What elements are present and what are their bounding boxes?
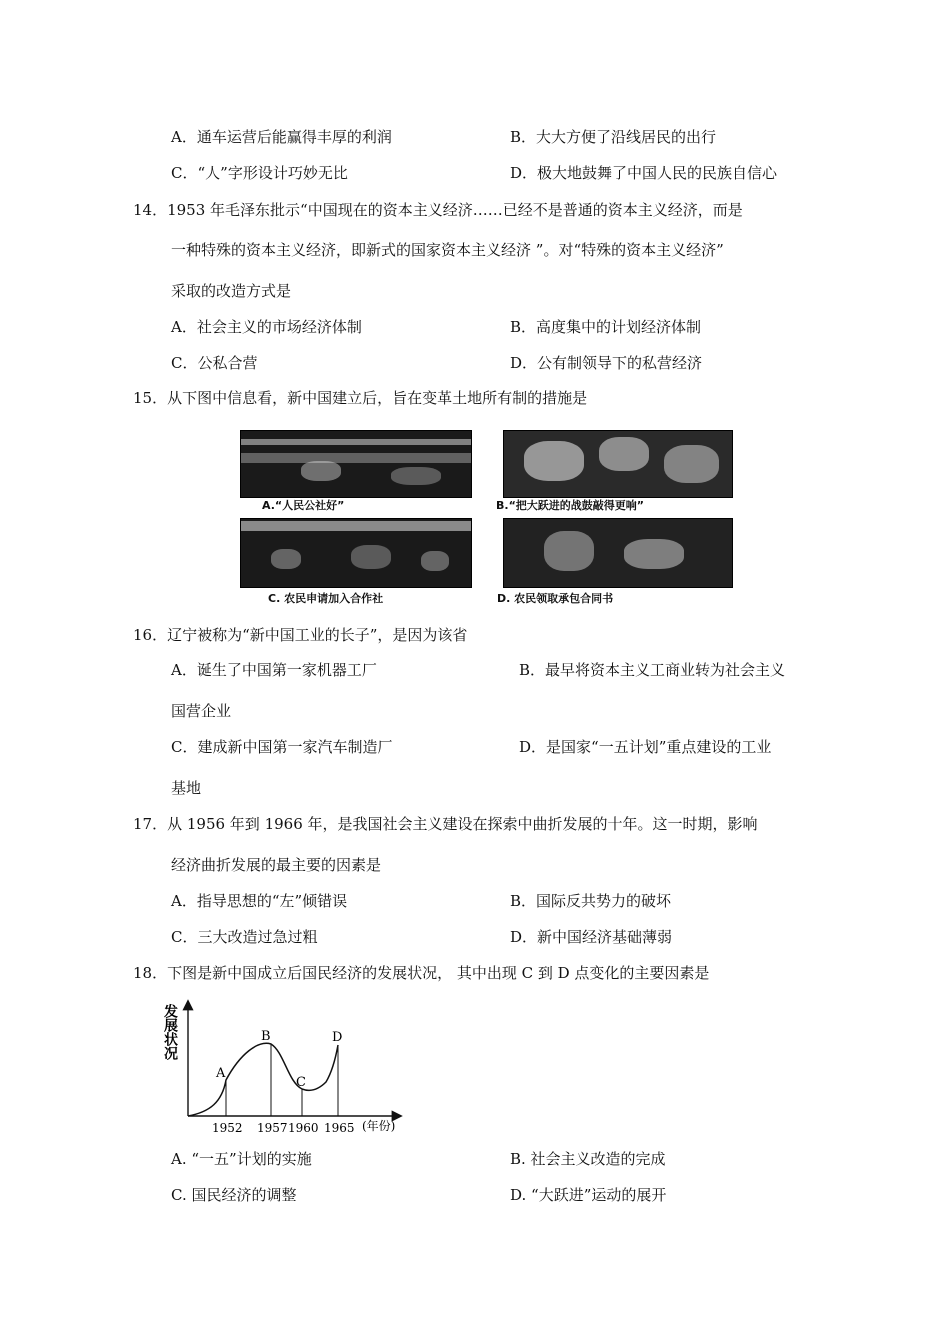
q14-stem-line1: 14．1953 年毛泽东批示“中国现在的资本主义经济……已经不是普通的资本主义经济，而是 bbox=[133, 201, 743, 219]
photo-a-caption: A.“人民公社好” bbox=[262, 499, 345, 512]
x-tick-1965: 1965 bbox=[324, 1121, 355, 1135]
q16-option-c: C．建成新中国第一家汽车制造厂 bbox=[171, 738, 393, 756]
photo-b bbox=[503, 430, 733, 498]
q16-option-d-line2: 基地 bbox=[171, 779, 202, 797]
q16-stem: 16．辽宁被称为“新中国工业的长子”，是因为该省 bbox=[133, 626, 468, 644]
photo-c-caption: C. 农民申请加入合作社 bbox=[268, 592, 384, 605]
q14-stem-line2: 一种特殊的资本主义经济，即新式的国家资本主义经济 ”。对“特殊的资本主义经济” bbox=[171, 241, 724, 259]
q16-option-b-line2: 国营企业 bbox=[171, 702, 232, 720]
q14-option-b: B．高度集中的计划经济体制 bbox=[510, 318, 702, 336]
q17-option-b: B．国际反共势力的破坏 bbox=[510, 892, 672, 910]
q17-stem-line1: 17．从 1956 年到 1966 年，是我国社会主义建设在探索中曲折发展的十年。这一时期，影响 bbox=[133, 815, 758, 833]
q13-option-b: B．大大方便了沿线居民的出行 bbox=[510, 128, 717, 146]
photo-d-caption: D. 农民领取承包合同书 bbox=[497, 592, 614, 605]
economy-curve bbox=[188, 1043, 338, 1116]
x-tick-1957: 1957 bbox=[257, 1121, 288, 1135]
q15-stem: 15．从下图中信息看，新中国建立后，旨在变革土地所有制的措施是 bbox=[133, 389, 588, 407]
q14-option-a: A．社会主义的市场经济体制 bbox=[171, 318, 362, 336]
y-axis-label: 发展状况 bbox=[162, 1004, 178, 1060]
q18-option-d: D. “大跃进”运动的展开 bbox=[510, 1186, 667, 1204]
q17-option-a: A．指导思想的“左”倾错误 bbox=[171, 892, 348, 910]
photo-a bbox=[240, 430, 472, 498]
q13-option-a: A．通车运营后能赢得丰厚的利润 bbox=[171, 128, 392, 146]
x-tick-1952: 1952 bbox=[212, 1121, 243, 1135]
q18-option-b: B. 社会主义改造的完成 bbox=[510, 1150, 666, 1168]
q13-option-c: C．“人”字形设计巧妙无比 bbox=[171, 164, 348, 182]
q18-option-a: A. “一五”计划的实施 bbox=[171, 1150, 312, 1168]
q18-option-c: C. 国民经济的调整 bbox=[171, 1186, 297, 1204]
q17-option-c: C．三大改造过急过粗 bbox=[171, 928, 318, 946]
point-label-d: D bbox=[332, 1030, 343, 1045]
q13-option-d: D．极大地鼓舞了中国人民的民族自信心 bbox=[510, 164, 778, 182]
point-label-a: A bbox=[216, 1066, 226, 1081]
q14-option-c: C．公私合营 bbox=[171, 354, 258, 372]
photo-b-caption: B.“把大跃进的战鼓敲得更响” bbox=[496, 499, 645, 512]
q14-stem-line3: 采取的改造方式是 bbox=[171, 282, 292, 300]
q18-stem: 18．下图是新中国成立后国民经济的发展状况， 其中出现 C 到 D 点变化的主要因素是 bbox=[133, 964, 710, 982]
q14-option-d: D．公有制领导下的私营经济 bbox=[510, 354, 703, 372]
photo-c bbox=[240, 518, 472, 588]
q16-option-a: A．诞生了中国第一家机器工厂 bbox=[171, 661, 377, 679]
x-tick-1960: 1960 bbox=[288, 1121, 319, 1135]
x-axis-label: (年份) bbox=[362, 1119, 396, 1133]
q17-stem-line2: 经济曲折发展的最主要的因素是 bbox=[171, 856, 382, 874]
point-label-b: B bbox=[261, 1029, 271, 1044]
q17-option-d: D．新中国经济基础薄弱 bbox=[510, 928, 673, 946]
q16-option-b-line1: B．最早将资本主义工商业转为社会主义 bbox=[519, 661, 786, 679]
economy-chart bbox=[160, 994, 410, 1136]
point-label-c: C bbox=[296, 1075, 306, 1090]
photo-d bbox=[503, 518, 733, 588]
q16-option-d-line1: D．是国家“一五计划”重点建设的工业 bbox=[519, 738, 772, 756]
